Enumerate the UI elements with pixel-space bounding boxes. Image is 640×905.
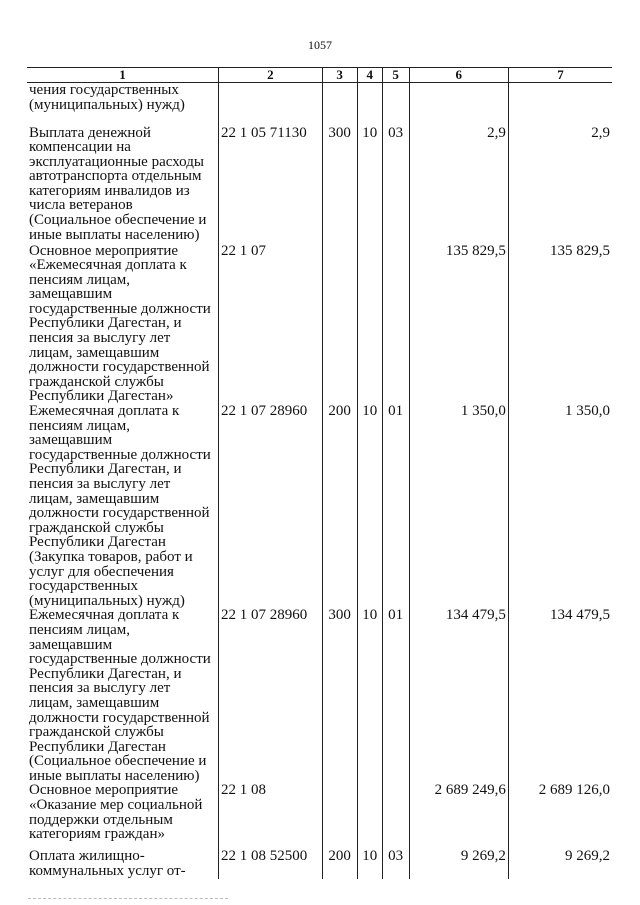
column-header-2: 2	[219, 68, 323, 83]
row-value-year1: 9 269,2	[409, 849, 508, 879]
row-rz: 10	[357, 126, 382, 244]
row-value-year2: 135 829,5	[508, 244, 612, 405]
row-code: 22 1 08 52500	[219, 849, 323, 879]
row-vr: 300	[322, 126, 357, 244]
row-value-year1: 135 829,5	[409, 244, 508, 405]
row-rz	[357, 83, 382, 126]
row-value-year1: 2 689 249,6	[409, 783, 508, 849]
row-pr	[382, 244, 409, 405]
row-pr	[382, 83, 409, 126]
column-header-5: 5	[382, 68, 409, 83]
row-rz: 10	[357, 608, 382, 783]
row-pr: 03	[382, 126, 409, 244]
row-vr: 200	[322, 404, 357, 608]
row-pr: 01	[382, 608, 409, 783]
table-row	[27, 244, 612, 405]
row-code: 22 1 07 28960	[219, 404, 323, 608]
row-name: чения государственных (муниципальных) нужд)	[29, 82, 185, 113]
column-header-1: 1	[27, 68, 219, 83]
row-value-year2: 2 689 126,0	[508, 783, 612, 849]
row-code: 22 1 07 28960	[219, 608, 323, 783]
page-bottom-rule	[28, 898, 228, 899]
row-value-year2	[508, 83, 612, 126]
row-name: Основное мероприятие «Оказание мер социальной поддержки отдельным категориям граждан»	[29, 782, 203, 843]
column-header-4: 4	[357, 68, 382, 83]
page-number: 1057	[308, 38, 332, 52]
row-value-year1	[409, 83, 508, 126]
row-name: Оплата жилищно-коммунальных услуг от-	[29, 848, 186, 880]
row-vr: 300	[322, 608, 357, 783]
row-rz: 10	[357, 849, 382, 879]
row-rz	[357, 244, 382, 405]
row-value-year2: 1 350,0	[508, 404, 612, 608]
row-name: Выплата денежной компенсации на эксплуатационные расходы автотранспорта отдельным категориям инвалидов из числа ветеранов (Социальное обеспечение и иные выплаты населению)	[29, 124, 207, 243]
column-header-6: 6	[409, 68, 508, 83]
row-value-year2: 134 479,5	[508, 608, 612, 783]
row-value-year2: 2,9	[508, 126, 612, 244]
row-value-year2: 9 269,2	[508, 849, 612, 879]
row-vr	[322, 244, 357, 405]
row-name: Основное мероприятие «Ежемесячная доплата к пенсиям лицам, замещавшим государственные должности Республики Дагестан, и пенсия за выслугу лет лицам, замещавшим должности государственной гражданской службы Республики Дагестан»	[29, 242, 211, 405]
table-row	[27, 608, 612, 783]
row-vr	[322, 783, 357, 849]
row-rz	[357, 783, 382, 849]
row-vr	[322, 83, 357, 126]
table-row	[27, 83, 612, 126]
row-code	[219, 83, 323, 126]
row-name: Ежемесячная доплата к пенсиям лицам, замещавшим государственные должности Республики Дагестан, и пенсия за выслугу лет лицам, замещавшим должности государственной гражданской службы Республики Дагестан (Социальное обеспечение и иные выплаты населению)	[29, 607, 211, 784]
row-rz: 10	[357, 404, 382, 608]
row-code: 22 1 07	[219, 244, 323, 405]
row-pr: 01	[382, 404, 409, 608]
column-header-3: 3	[322, 68, 357, 83]
row-value-year1: 1 350,0	[409, 404, 508, 608]
table-row	[27, 783, 612, 849]
table-row	[27, 126, 612, 244]
row-code: 22 1 05 71130	[219, 126, 323, 244]
row-vr: 200	[322, 849, 357, 879]
row-pr: 03	[382, 849, 409, 879]
budget-table	[27, 67, 612, 879]
table-row	[27, 849, 612, 879]
table-row	[27, 404, 612, 608]
row-pr	[382, 783, 409, 849]
column-header-7: 7	[508, 68, 612, 83]
row-code: 22 1 08	[219, 783, 323, 849]
row-value-year1: 2,9	[409, 126, 508, 244]
row-value-year1: 134 479,5	[409, 608, 508, 783]
table-header-row	[27, 68, 612, 83]
row-name: Ежемесячная доплата к пенсиям лицам, замещавшим государственные должности Республики Дагестан, и пенсия за выслугу лет лицам, замещавшим должности государственной гражданской службы Республики Дагестан (Закупка товаров, работ и услуг для обеспечения государственных (муниципальных) нужд)	[29, 403, 211, 609]
